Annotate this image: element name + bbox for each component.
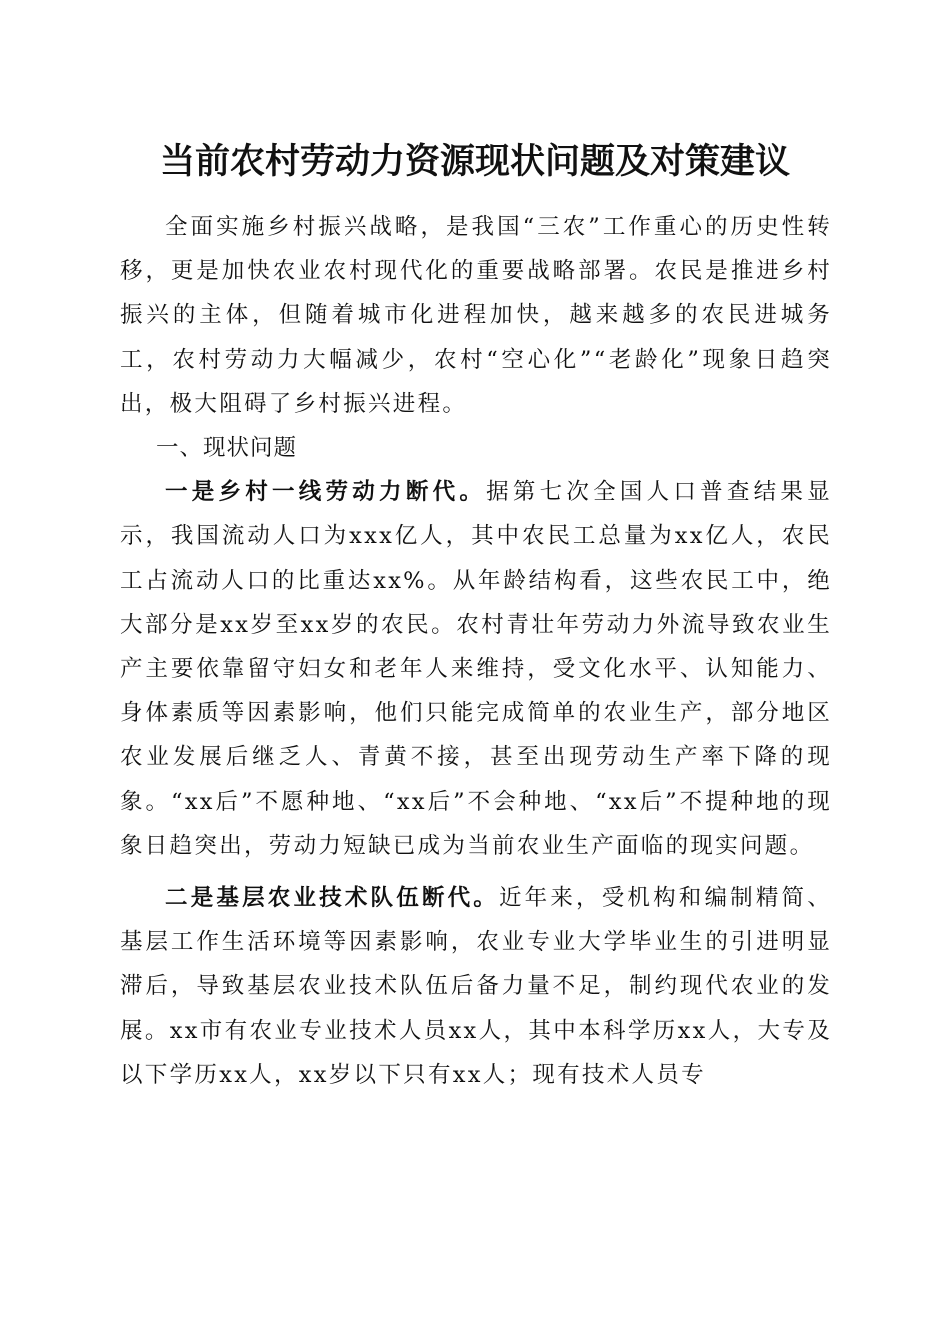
- document-body: [120, 205, 832, 1097]
- section-heading: 一、现状问题: [156, 435, 298, 462]
- paragraph-1-lead: 一是乡村一线劳动力断代。: [165, 479, 487, 506]
- paragraph-spacer: [120, 868, 832, 876]
- paragraph-2-text: 近年来，受机构和编制精简、基层工作生活环境等因素影响，农业专业大学毕业生的引进明显滞后，导致基层农业技术队伍后备力量不足，制约现代农业的发展。xx市有农业专业技术人员xx人，其中本科学历xx人，大专及以下学历xx人，xx岁以下只有xx人；现有技术人员专: [120, 885, 833, 1088]
- paragraph-1: [120, 470, 832, 868]
- paragraph-2-lead: 二是基层农业技术队伍断代。: [165, 885, 499, 912]
- document-title: 当前农村劳动力资源现状问题及对策建议: [159, 141, 790, 182]
- intro-paragraph: 全面实施乡村振兴战略，是我国“三农”工作重心的历史性转移，更是加快农业农村现代化的重要战略部署。农民是推进乡村振兴的主体，但随着城市化进程加快，越来越多的农民进城务工，农村劳动力大幅减少，农村“空心化”“老龄化”现象日趋突出，极大阻碍了乡村振兴进程。: [120, 214, 832, 417]
- paragraph-2: [120, 876, 832, 1097]
- paragraph-1-text: 据第七次全国人口普查结果显示，我国流动人口为xxx亿人，其中农民工总量为xx亿人，农民工占流动人口的比重达xx%。从年龄结构看，这些农民工中，绝大部分是xx岁至xx岁的农民。农村青壮年劳动力外流导致农业生产主要依靠留守妇女和老年人来维持，受文化水平、认知能力、身体素质等因素影响，他们只能完成简单的农业生产，部分地区农业发展后继乏人、青黄不接，甚至出现劳动生产率下降的现象。“xx后”不愿种地、“xx后”不会种地、“xx后”不提种地的现象日趋突出，劳动力短缺已成为当前农业生产面临的现实问题。: [120, 479, 832, 859]
